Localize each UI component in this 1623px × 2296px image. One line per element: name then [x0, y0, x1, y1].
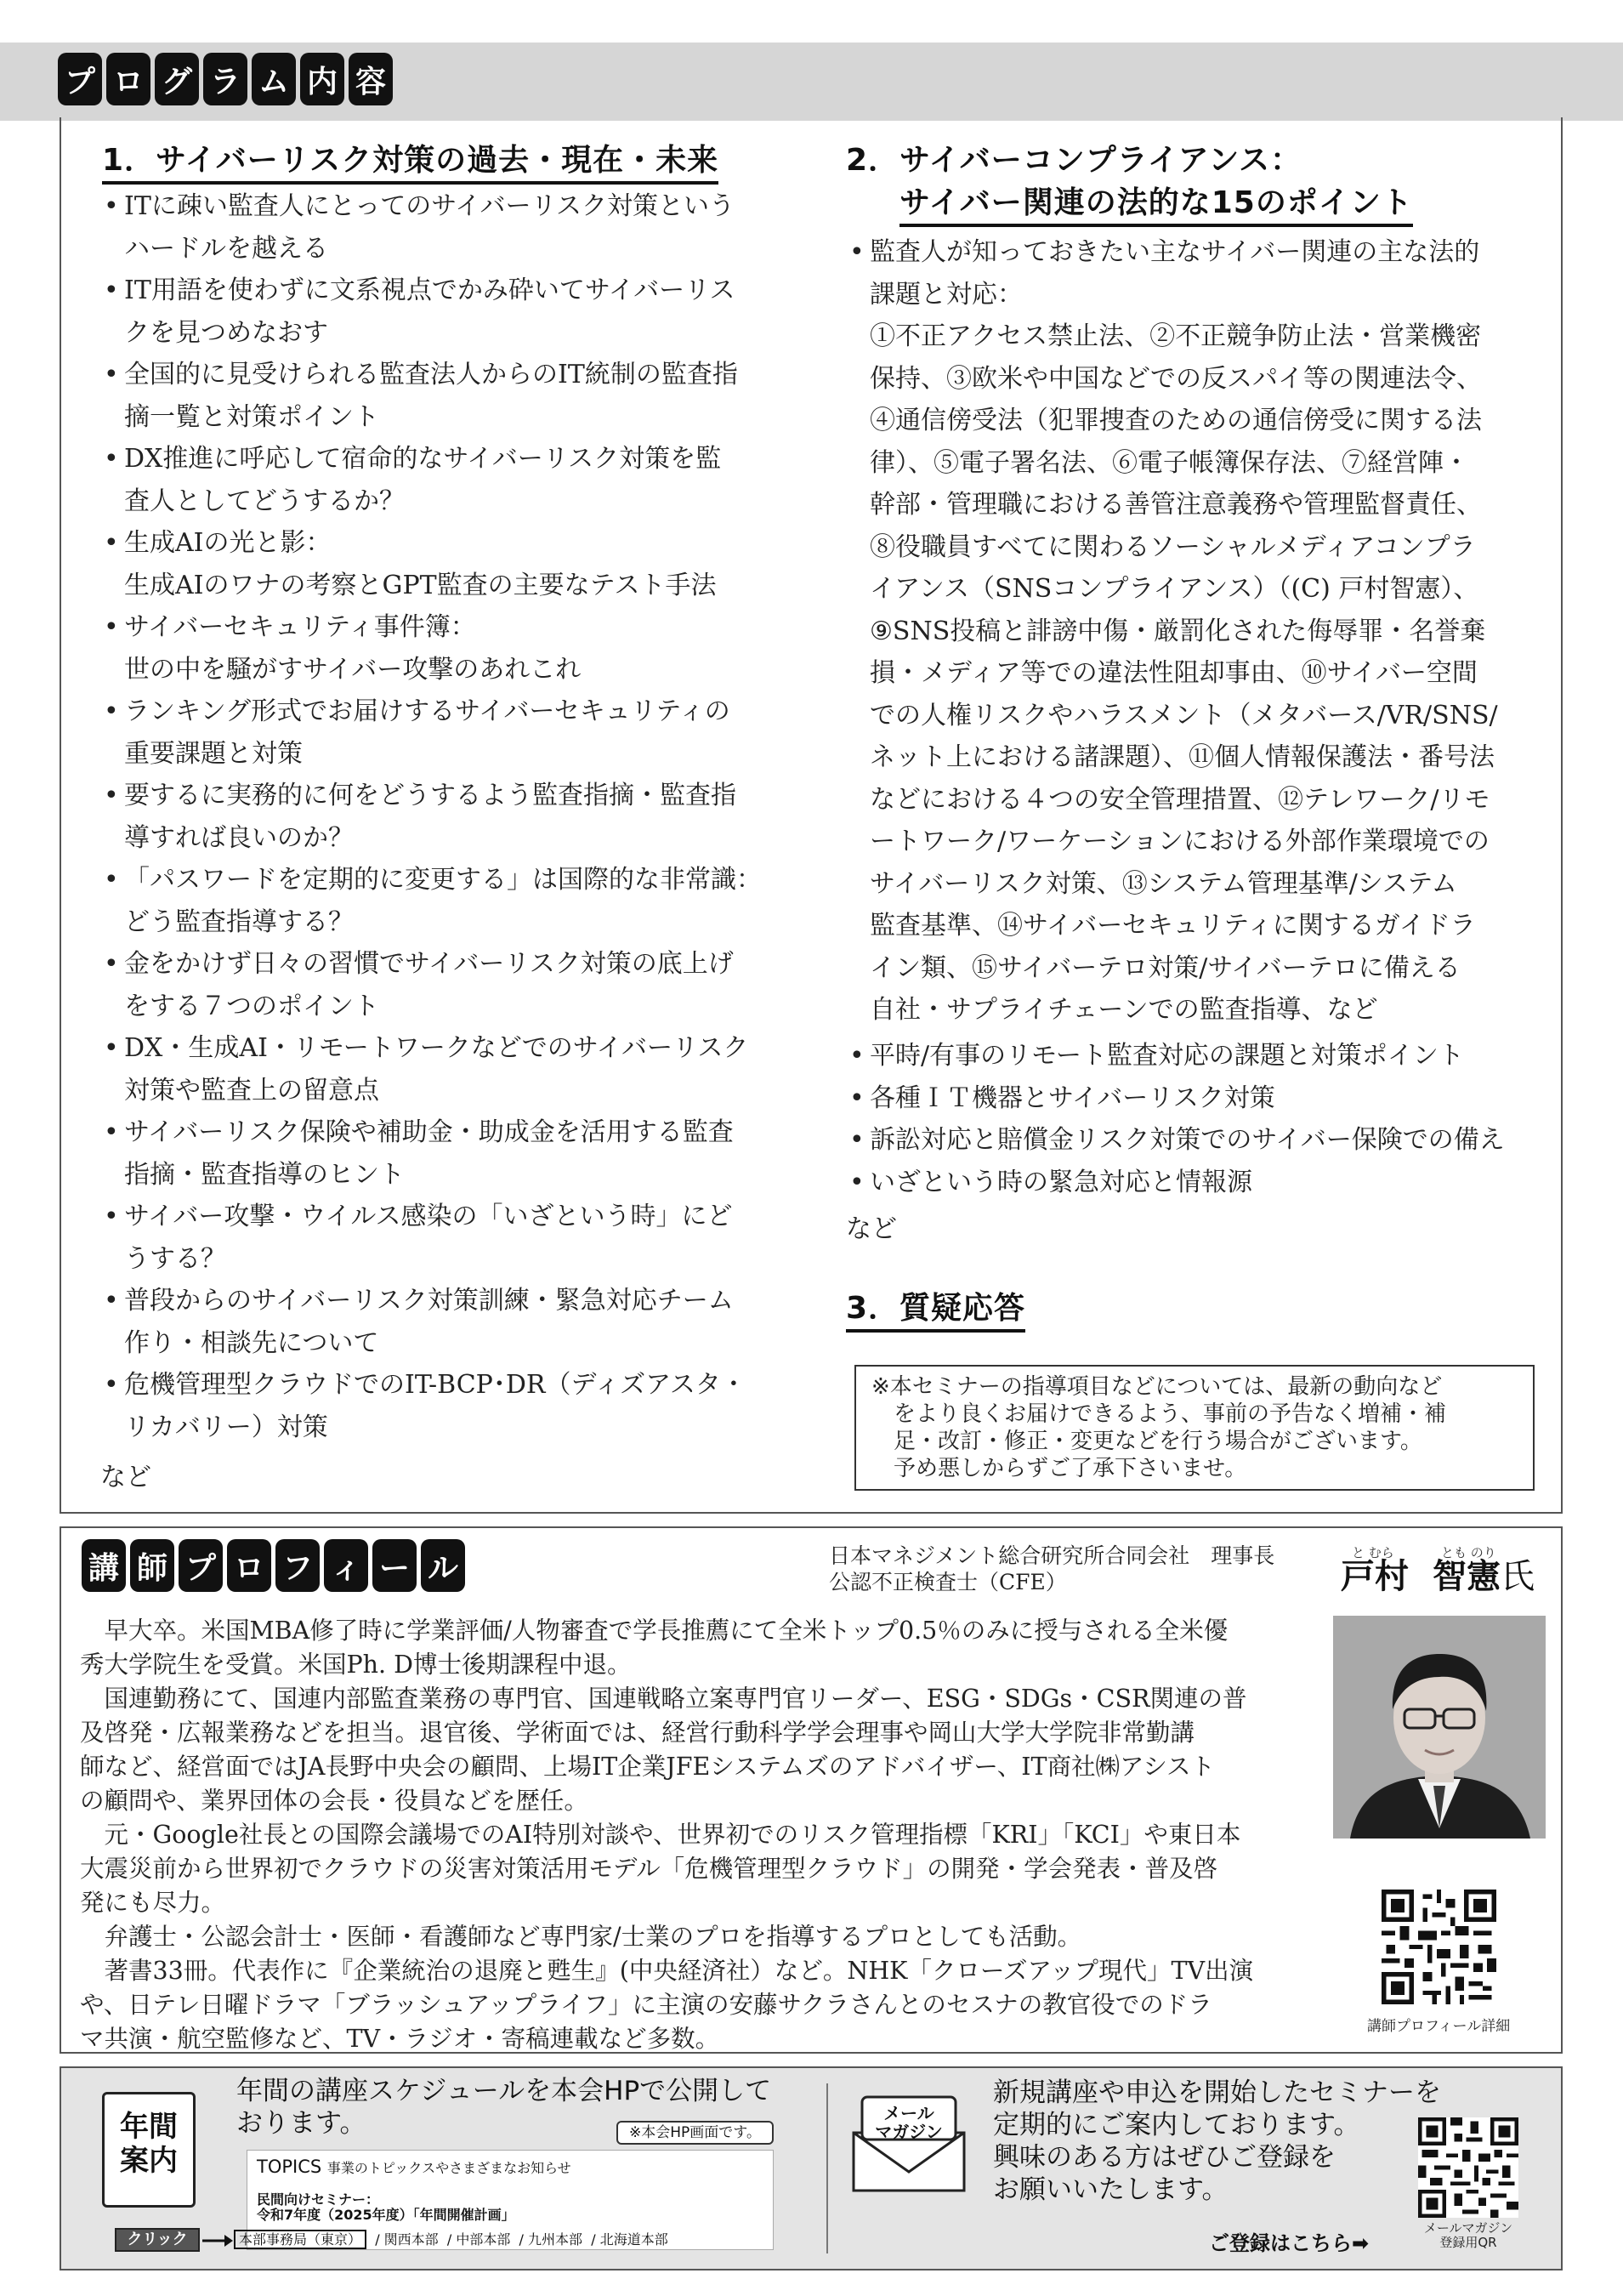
- qr-caption-line: 登録用QR: [1439, 2235, 1497, 2250]
- text-line: ①不正アクセス禁止法、②不正競争防止法・営業機密: [870, 321, 1482, 351]
- text-line: 国連勤務にて、国連内部監査業務の専門官、国連戦略立案専門官リーダー、ESG・SDGs・CSR関連の普: [80, 1685, 1247, 1713]
- text-line: 大震災前から世界初でクラウドの災害対策活用モデル「危機管理型クラウド」の開発・学会発表・普及啓: [80, 1855, 1218, 1883]
- schedule-text-line: おります。: [236, 2108, 366, 2139]
- text-line: • サイバーリスク保険や補助金・助成金を活用する監査: [124, 1117, 734, 1147]
- text-line: 予め悪しからずご了承下さいませ。: [871, 1456, 1247, 1481]
- text-line: 損・メディア等での違法性阻却事由、⑩サイバー空間: [870, 658, 1478, 688]
- text-line: • ランキング形式でお届けするサイバーセキュリティの: [124, 696, 730, 726]
- text-line: 監査基準、⑭サイバーセキュリティに関するガイドラ: [870, 911, 1476, 941]
- text-line: 師など、経営面ではJA長野中央会の顧問、上場IT企業JFEシステムズのアドバイザー、IT商社㈱アシスト: [80, 1753, 1215, 1781]
- text-line: の顧問や、業界団体の会長・役員などを歴任。: [80, 1787, 588, 1815]
- text-line: 律）、⑤電子署名法、⑥電子帳簿保存法、⑦経営陣・: [870, 447, 1469, 478]
- text-line: 足・改訂・修正・変更などを行う場合がございます。: [871, 1429, 1422, 1454]
- hp-links: 本部事務局（東京） / 関西本部 / 中部本部 / 九州本部 / 北海道本部: [234, 2229, 668, 2248]
- text-line: うする？: [124, 1243, 226, 1274]
- title-tile: ロ: [106, 53, 150, 105]
- text-line: 幹部・管理職における善管注意義務や管理監督責任、: [870, 490, 1482, 520]
- list-item: [100, 354, 806, 438]
- list-item: [100, 1364, 806, 1448]
- text-line: リカバリー）対策: [124, 1412, 328, 1442]
- notice-box: [854, 1365, 1535, 1491]
- qr-icon: [1382, 1890, 1496, 2004]
- title-tile: ム: [252, 53, 296, 105]
- section-2-title-line2: サイバー関連の法的な15のポイント: [899, 179, 1413, 227]
- text-line: などにおける４つの安全管理措置、⑫テレワーク/リモ: [870, 784, 1490, 815]
- text-line: 発にも尽力。: [80, 1889, 226, 1917]
- text-line: 査人としてどうするか？: [124, 486, 405, 516]
- section-1-title: 1．サイバーリスク対策の過去・現在・未来: [102, 136, 718, 185]
- title-tile: ィ: [324, 1539, 368, 1592]
- text-line: での人権リスクやハラスメント（メタバース/VR/SNS/: [870, 700, 1498, 730]
- list-item: [100, 1111, 806, 1196]
- badge-line: 年間: [120, 2110, 178, 2144]
- text-line: • サイバー攻撃・ウイルス感染の「いざという時」にど: [124, 1202, 733, 1231]
- title-tile: ロ: [227, 1539, 271, 1592]
- text-line: 元・Google社長との国際会議場でのAI特別対談や、世界初でのリスク管理指標「KRI」「KCI」や東日本: [80, 1821, 1241, 1849]
- text-line: ネット上における諸課題）、⑪個人情報保護法・番号法: [870, 742, 1495, 772]
- text-line: 早大卒。米国MBA修了時に学業評価/人物審査で学長推薦にて全米トップ0.5％のみに授与される全米優: [80, 1617, 1229, 1645]
- text-line: をより良くお届けできるよう、事前の予告なく増補・補: [871, 1401, 1447, 1427]
- title-tile: グ: [155, 53, 199, 105]
- text-line: • 全国的に見受けられる監査法人からのIT統制の監査指: [124, 360, 738, 389]
- seminar-line: 民間向けセミナー：: [257, 2191, 380, 2208]
- hp-seminar-link[interactable]: [257, 2192, 515, 2223]
- text-line: • 普段からのサイバーリスク対策訓練・緊急対応チーム: [124, 1286, 734, 1316]
- list-item: [100, 522, 806, 606]
- text-line: イアンス（SNSコンプライアンス）（(C) 戸村智憲）、: [870, 574, 1479, 604]
- text-line: 指摘・監査指導のヒント: [124, 1159, 405, 1190]
- text-line: 定期的にご案内しております。: [993, 2110, 1360, 2140]
- text-line: ④通信傍受法（犯罪捜査のための通信傍受に関する法: [870, 406, 1482, 435]
- mail-qr-code[interactable]: [1418, 2117, 1518, 2218]
- text-line: • IT用語を使わずに文系視点でかみ砕いてサイバーリス: [124, 276, 735, 305]
- text-line: 重要課題と対策: [124, 738, 303, 769]
- profile-title: [82, 1539, 465, 1592]
- text-line: マ共演・航空監修など、TV・ラジオ・寄稿連載など多数。: [80, 2025, 720, 2053]
- text-line: • DX推進に呼応して宿命的なサイバーリスク対策を監: [124, 444, 722, 474]
- text-line: 摘一覧と対策ポイント: [124, 401, 379, 432]
- link-tokyo[interactable]: 本部事務局（東京）: [234, 2230, 366, 2249]
- annual-guide-badge: [102, 2092, 196, 2208]
- speaker-name: [1341, 1549, 1535, 1598]
- name-ruby-given: とも のり: [1441, 1545, 1496, 1560]
- text-line: ※本セミナーの指導項目などについては、最新の動向など: [871, 1374, 1443, 1400]
- list-item: [100, 1196, 806, 1280]
- hp-topics: [257, 2157, 571, 2177]
- speaker-given-name: 智憲: [1433, 1557, 1501, 1596]
- speaker-org: 日本マネジメント総合研究所合同会社 理事長: [829, 1543, 1275, 1568]
- text-line: • 要するに実務的に何をどうするよう監査指摘・監査指: [124, 781, 736, 810]
- hp-note: ※本会HP画面です。: [616, 2121, 774, 2145]
- text-line: 生成AIのワナの考察とGPT監査の主要なテスト手法: [124, 570, 717, 600]
- text-line: どう監査指導する？: [124, 906, 354, 937]
- list-item: [100, 859, 806, 943]
- list-item: [846, 231, 1552, 1031]
- list-item: [100, 691, 806, 775]
- schedule-text-line: 年間の講座スケジュールを本会HPで公開して: [236, 2076, 772, 2106]
- list-item: [100, 1280, 806, 1364]
- arrow-right-icon: [202, 2233, 233, 2248]
- list-item: [100, 943, 806, 1027]
- title-tile: プ: [58, 53, 102, 105]
- section-3-title: 3．質疑応答: [846, 1284, 1025, 1333]
- speaker-photo: [1333, 1616, 1546, 1839]
- bottom-divider: [826, 2083, 828, 2253]
- link-hokkaido[interactable]: 北海道本部: [599, 2231, 668, 2248]
- list-item: [100, 1027, 806, 1111]
- title-tile: プ: [179, 1539, 223, 1592]
- speaker-credential: 公認不正検査士（CFE）: [829, 1570, 1067, 1594]
- text-line: 対策や監査上の留意点: [124, 1075, 379, 1105]
- name-ruby-family: と むら: [1352, 1545, 1394, 1560]
- mail-text: [993, 2077, 1441, 2206]
- title-tile: 師: [130, 1539, 174, 1592]
- text-line: ートワーク/ワーケーションにおける外部作業環境での: [870, 827, 1490, 856]
- mail-badge: [862, 2104, 956, 2141]
- text-line: • ITに疎い監査人にとってのサイバーリスク対策という: [124, 191, 735, 221]
- badge-line: メール: [883, 2103, 934, 2123]
- link-chubu[interactable]: 中部本部: [456, 2231, 511, 2248]
- text-line: • サイバーセキュリティ事件簿：: [124, 612, 476, 642]
- text-line: • 金をかけず日々の習慣でサイバーリスク対策の底上げ: [124, 949, 734, 979]
- list-item: [100, 438, 806, 522]
- text-line: ハードルを越える: [124, 233, 328, 264]
- section-2-main-list: [846, 231, 1552, 1031]
- qr-caption-line: メールマガジン: [1423, 2220, 1513, 2236]
- text-line: クを見つめなおす: [124, 317, 328, 348]
- list-item: • いざという時の緊急対応と情報源: [846, 1162, 1552, 1204]
- list-item: • 各種ＩＴ機器とサイバーリスク対策: [846, 1077, 1552, 1120]
- click-button[interactable]: クリック: [115, 2228, 200, 2252]
- profile-qr-code[interactable]: [1382, 1890, 1496, 2004]
- list-item: [100, 775, 806, 859]
- badge-line: マガジン: [875, 2122, 943, 2142]
- list-item: • 訴訟対応と賠償金リスク対策でのサイバー保険での備え: [846, 1119, 1552, 1162]
- title-tile: 容: [349, 53, 393, 105]
- section-1-etc: など: [100, 1463, 151, 1492]
- title-tile: 講: [82, 1539, 126, 1592]
- text-line: 導すれば良いのか？: [124, 822, 354, 853]
- text-line: お願いいたします。: [993, 2174, 1229, 2205]
- text-line: 課題と対応：: [870, 279, 1023, 310]
- text-line: 作り・相談先について: [124, 1327, 379, 1358]
- text-line: 興味のある方はぜひご登録を: [993, 2142, 1336, 2173]
- text-line: 新規講座や申込を開始したセミナーを: [993, 2077, 1441, 2108]
- section-2-other-list: [846, 1035, 1552, 1203]
- text-line: イン類、⑮サイバーテロ対策/サイバーテロに備える: [870, 952, 1461, 983]
- topics-label: TOPICS: [257, 2157, 322, 2177]
- speaker-family-name: 戸村: [1341, 1557, 1409, 1596]
- text-line: や、日テレ日曜ドラマ「ブラッシュアップライフ」に主演の安藤サクラさんとのセスナの教官役でのドラ: [80, 1991, 1212, 2019]
- text-line: 弁護士・公認会計士・医師・看護師など専門家/士業のプロを指導するプロとしても活動。: [80, 1923, 1082, 1951]
- link-kansai[interactable]: 関西本部: [383, 2231, 439, 2248]
- portrait-image: [1333, 1616, 1546, 1839]
- title-tile: ラ: [203, 53, 247, 105]
- mail-qr-caption: [1418, 2221, 1518, 2250]
- text-line: 及啓発・広報業務などを担当。退官後、学術面では、経営行動科学学会理事や岡山大学大学院非常勤講: [80, 1719, 1195, 1747]
- text-line: • 「パスワードを定期的に変更する」は国際的な非常識：: [124, 865, 762, 895]
- text-line: 世の中を騒がすサイバー攻撃のあれこれ: [124, 654, 582, 685]
- qr-icon: [1418, 2117, 1518, 2218]
- speaker-bio: [80, 1614, 1330, 2056]
- text-line: • 危機管理型クラウドでのIT-BCP･DR（ディズアスタ・: [124, 1370, 746, 1400]
- program-title: [58, 53, 393, 105]
- text-line: 秀大学院生を受賞。米国Ph. D博士後期課程中退。: [80, 1651, 632, 1679]
- text-line: ⑧役職員すべてに関わるソーシャルメディアコンプラ: [870, 531, 1476, 562]
- list-item: • 平時/有事のリモート監査対応の課題と対策ポイント: [846, 1035, 1552, 1077]
- badge-line: 案内: [120, 2144, 178, 2178]
- title-tile: ー: [372, 1539, 417, 1592]
- title-tile: 内: [300, 53, 344, 105]
- title-tile: フ: [275, 1539, 320, 1592]
- text-line: 自社・サプライチェーンでの監査指導、など: [870, 995, 1378, 1025]
- section-2-etc: など: [846, 1214, 897, 1244]
- section-2-title-line1: 2．サイバーコンプライアンス：: [846, 143, 1302, 178]
- text-line: をする７つのポイント: [124, 991, 379, 1021]
- list-item: [100, 606, 806, 691]
- speaker-honorific: 氏: [1501, 1557, 1535, 1596]
- text-line: 保持、③欧米や中国などでの反スパイ等の関連法令、: [870, 363, 1482, 394]
- text-line: • DX・生成AI・リモートワークなどでのサイバーリスク: [124, 1033, 749, 1063]
- title-tile: ル: [421, 1539, 465, 1592]
- text-line: サイバーリスク対策、⑬システム管理基準/システム: [870, 868, 1457, 899]
- topics-sub: 事業のトピックスやさまざまなお知らせ: [326, 2160, 571, 2176]
- signup-link[interactable]: ご登録はこちら➡: [1209, 2231, 1370, 2255]
- text-line: • 生成AIの光と影：: [124, 528, 332, 558]
- text-line: 著書33冊。代表作に『企業統治の退廃と甦生』(中央経済社）など。NHK「クローズアップ現代」TV出演: [80, 1957, 1254, 1985]
- list-item: [100, 270, 806, 354]
- list-item: [100, 185, 806, 270]
- link-kyushu[interactable]: 九州本部: [528, 2231, 583, 2248]
- profile-qr-caption: 講師プロフィール詳細: [1367, 2018, 1511, 2035]
- text-line: ⑨SNS投稿と誹謗中傷・厳罰化された侮辱罪・名誉棄: [870, 616, 1486, 646]
- text-line: • 監査人が知っておきたい主なサイバー関連の主な法的: [870, 237, 1480, 267]
- section-1-list: [100, 185, 806, 1448]
- seminar-line: 令和7年度（2025年度）「年間開催計画」: [257, 2207, 515, 2223]
